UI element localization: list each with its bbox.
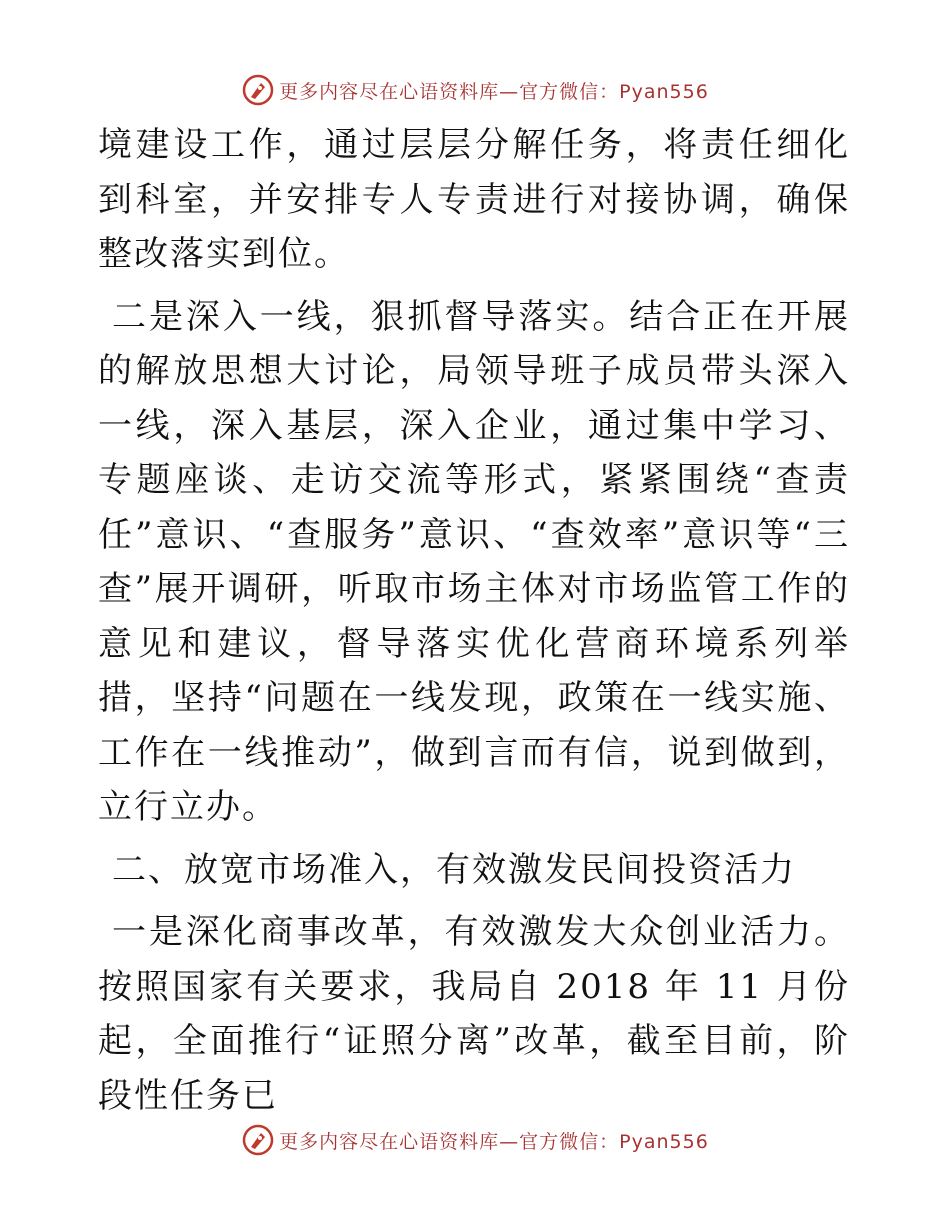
document-body xyxy=(98,118,850,1123)
paragraph-2: 二是深入一线，狠抓督导落实。结合正在开展的解放思想大讨论，局领导班子成员带头深入一线，深入基层，深入企业，通过集中学习、专题座谈、走访交流等形式，紧紧围绕“查责任”意识、“查服务”意识、“查效率”意识等“三查”展开调研，听取市场主体对市场监管工作的意见和建议，督导落实优化营商环境系列举措，坚持“问题在一线发现，政策在一线实施、工作在一线推动”，做到言而有信，说到做到，立行立办。 xyxy=(98,296,850,827)
header-watermark xyxy=(0,70,950,110)
paragraph-1: 境建设工作，通过层层分解任务，将责任细化到科室，并安排专人专责进行对接协调，确保整改落实到位。 xyxy=(98,125,850,274)
watermark-text: 更多内容尽在心语资料库—官方微信：Pyan556 xyxy=(279,80,709,103)
paragraph-3: 一是深化商事改革，有效激发大众创业活力。按照国家有关要求，我局自 2018 年 11 月份起，全面推行“证照分离”改革，截至目前，阶段性任务已 xyxy=(98,912,850,1116)
pen-nib-logo-icon xyxy=(241,1123,275,1157)
section-heading: 二、放宽市场准入，有效激发民间投资活力 xyxy=(112,849,796,890)
footer-watermark xyxy=(0,1120,950,1160)
watermark-text: 更多内容尽在心语资料库—官方微信：Pyan556 xyxy=(279,1130,709,1153)
pen-nib-logo-icon xyxy=(241,73,275,107)
